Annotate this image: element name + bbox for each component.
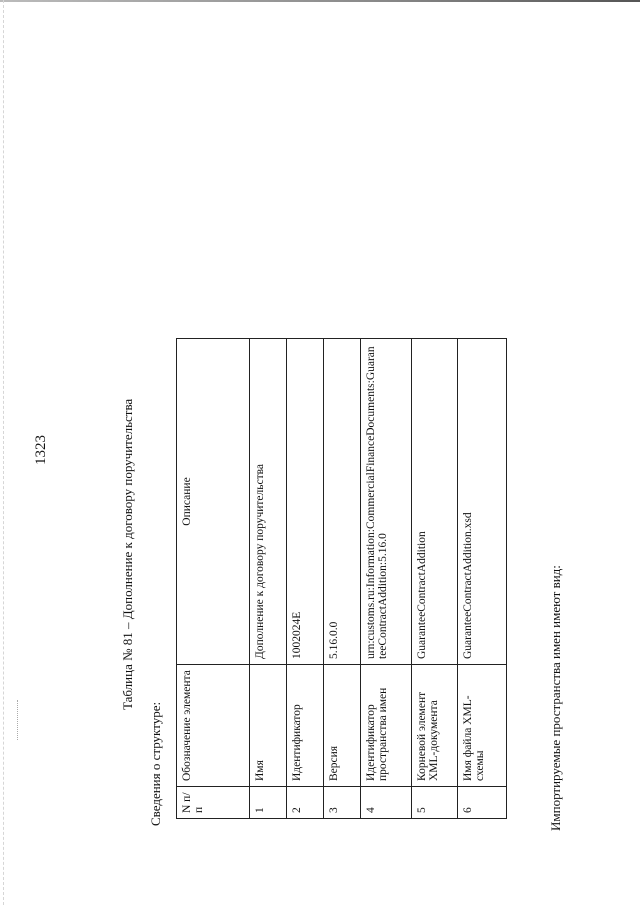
row-description: 1002024E (287, 339, 324, 665)
table-row (250, 339, 287, 819)
row-description: GuaranteeContractAddition (412, 339, 458, 665)
namespaces-intro: Импортируемые пространства имен имеют вид: (548, 565, 563, 831)
row-description: 5.16.0.0 (324, 339, 361, 665)
table-header-row (177, 339, 250, 819)
row-element: Идентификатор (287, 665, 324, 787)
table-row (361, 339, 412, 819)
structure-heading: Сведения о структуре: (148, 701, 163, 826)
page-number: 1323 (33, 435, 49, 465)
structure-table (176, 338, 507, 819)
header-num: N п/п (177, 787, 250, 819)
table-row (324, 339, 361, 819)
table-row (458, 339, 507, 819)
row-num: 6 (458, 787, 507, 819)
row-num: 5 (412, 787, 458, 819)
row-element: Корневой элемент XML-документа (412, 665, 458, 787)
table-caption: Таблица № 81 – Дополнение к договору поручительства (120, 398, 135, 710)
header-element: Обозначение элемента (177, 665, 250, 787)
row-element: Имя (250, 665, 287, 787)
row-element: Имя файла XML-схемы (458, 665, 507, 787)
row-description: urn:customs.ru:Information:CommercialFinanceDocuments:GuaranteeContractAddition:5.16.0 (361, 339, 412, 665)
row-num: 4 (361, 787, 412, 819)
row-num: 1 (250, 787, 287, 819)
row-element: Версия (324, 665, 361, 787)
table-row (412, 339, 458, 819)
row-description: Дополнение к договору поручительства (250, 339, 287, 665)
row-num: 3 (324, 787, 361, 819)
row-num: 2 (287, 787, 324, 819)
row-element: Идентификатор пространства имен (361, 665, 412, 787)
header-description: Описание (177, 339, 250, 665)
row-description: GuaranteeContractAddition.xsd (458, 339, 507, 665)
table-row (287, 339, 324, 819)
